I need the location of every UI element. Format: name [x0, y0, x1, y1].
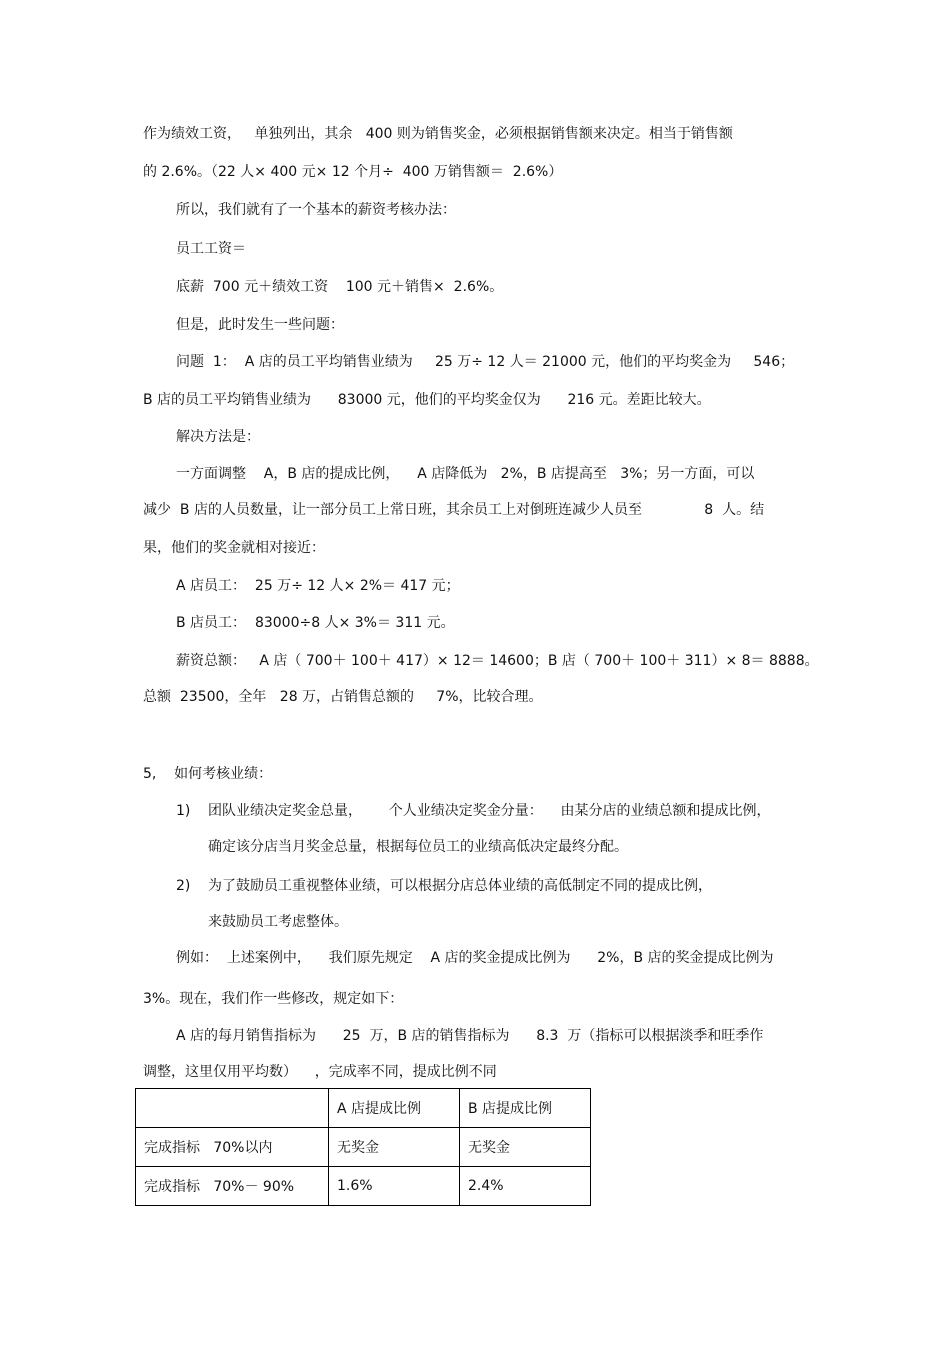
table-cell: 完成指标 70%以内 [136, 1128, 329, 1167]
table-header-row [136, 1089, 591, 1128]
table-header-cell: A 店提成比例 [329, 1089, 460, 1128]
table-header-cell: B 店提成比例 [460, 1089, 591, 1128]
paragraph-line: 调整，这里仅用平均数） ，完成率不同，提成比例不同 [143, 1064, 497, 1080]
paragraph-line: A 店的每月销售指标为 25 万，B 店的销售指标为 8.3 万（指标可以根据淡季和旺季作 [176, 1028, 764, 1044]
table-row [136, 1128, 591, 1167]
bonus-rate-table [135, 1088, 591, 1206]
paragraph-line: 薪资总额： A 店（ 700＋ 100＋ 417）× 12＝ 14600；B 店（ 700＋ 100＋ 311）× 8＝ 8888。 [176, 653, 819, 669]
list-item-line: 为了鼓励员工重视整体业绩，可以根据分店总体业绩的高低制定不同的提成比例， [208, 878, 712, 894]
paragraph-line: 减少 B 店的人员数量，让一部分员工上常日班，其余员工上对倒班连减少人员至 8 人。结 [143, 502, 765, 518]
table-header-cell [136, 1089, 329, 1128]
list-item-line: 来鼓励员工考虑整体。 [208, 914, 348, 930]
table-cell: 无奖金 [329, 1128, 460, 1167]
paragraph-line: 解决方法是： [176, 429, 260, 445]
calc-line: A 店员工： 25 万÷ 12 人× 2%＝ 417 元； [176, 578, 460, 594]
paragraph-line: 问题 1： A 店的员工平均销售业绩为 25 万÷ 12 人＝ 21000 元，他们的平均奖金为 546； [176, 354, 795, 370]
list-number: 2) [176, 878, 191, 894]
table-cell: 2.4% [460, 1167, 591, 1206]
table-cell: 无奖金 [460, 1128, 591, 1167]
table-cell: 1.6% [329, 1167, 460, 1206]
paragraph-line: 的 2.6%。（22 人× 400 元× 12 个月÷ 400 万销售额＝ 2.6%） [143, 164, 563, 180]
paragraph-line: 但是，此时发生一些问题： [176, 317, 344, 333]
paragraph-line: 作为绩效工资， 单独列出，其余 400 则为销售奖金，必须根据销售额来决定。相当于销售额 [143, 126, 733, 142]
paragraph-line: 员工工资＝ [176, 241, 246, 257]
table-row [136, 1167, 591, 1206]
paragraph-line: 例如： 上述案例中， 我们原先规定 A 店的奖金提成比例为 2%，B 店的奖金提成比例为 [176, 950, 774, 966]
section-heading: 5, 如何考核业绩： [143, 766, 273, 782]
paragraph-line: 所以，我们就有了一个基本的薪资考核办法： [176, 202, 456, 218]
formula-line: 底薪 700 元＋绩效工资 100 元＋销售× 2.6%。 [176, 279, 504, 295]
list-item-line: 团队业绩决定奖金总量， 个人业绩决定奖金分量： 由某分店的业绩总额和提成比例， [208, 803, 771, 819]
paragraph-line: 一方面调整 A，B 店的提成比例， A 店降低为 2%，B 店提高至 3%；另一方面，可以 [176, 466, 755, 482]
paragraph-line: B 店的员工平均销售业绩为 83000 元，他们的平均奖金仅为 216 元。差距比较大。 [143, 392, 711, 408]
paragraph-line: 果，他们的奖金就相对接近： [143, 540, 325, 556]
list-item-line: 确定该分店当月奖金总量，根据每位员工的业绩高低决定最终分配。 [208, 839, 628, 855]
paragraph-line: 3%。现在，我们作一些修改，规定如下： [143, 991, 404, 1007]
table-cell: 完成指标 70%－ 90% [136, 1167, 329, 1206]
calc-line: B 店员工： 83000÷8 人× 3%＝ 311 元。 [176, 615, 455, 631]
list-number: 1) [176, 803, 191, 819]
paragraph-line: 总额 23500，全年 28 万，占销售总额的 7%，比较合理。 [143, 689, 543, 705]
